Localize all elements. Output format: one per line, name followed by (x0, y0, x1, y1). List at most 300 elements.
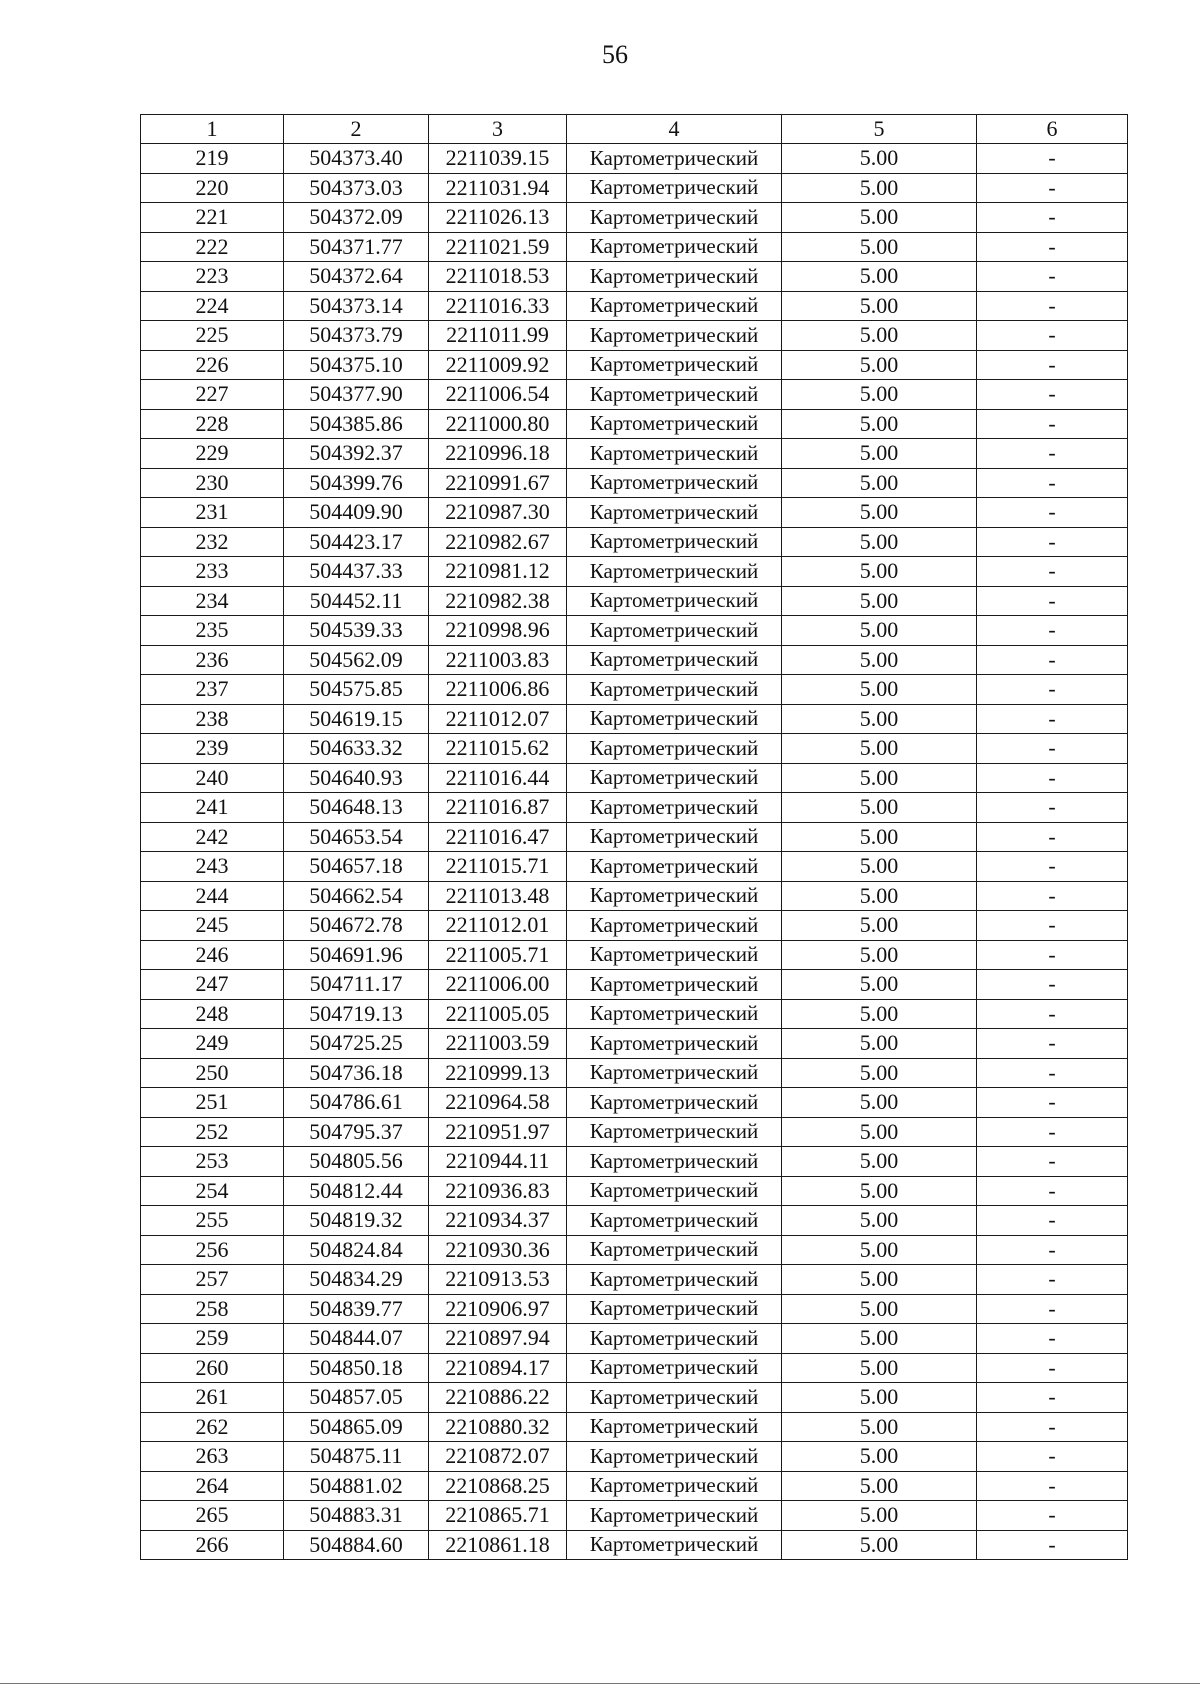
y-coordinate-cell: 2211031.94 (429, 173, 567, 203)
y-coordinate-cell: 2210999.13 (429, 1058, 567, 1088)
y-coordinate-cell: 2211006.00 (429, 970, 567, 1000)
header-cell-y: 3 (429, 115, 567, 144)
method-cell: Картометрический (567, 262, 782, 292)
point-number-cell: 264 (141, 1471, 284, 1501)
x-coordinate-cell: 504423.17 (284, 527, 429, 557)
description-cell: - (977, 763, 1128, 793)
description-cell: - (977, 1442, 1128, 1472)
point-number-cell: 219 (141, 144, 284, 174)
y-coordinate-cell: 2211015.62 (429, 734, 567, 764)
y-coordinate-cell: 2211000.80 (429, 409, 567, 439)
x-coordinate-cell: 504834.29 (284, 1265, 429, 1295)
method-cell: Картометрический (567, 793, 782, 823)
description-cell: - (977, 1412, 1128, 1442)
point-number-cell: 238 (141, 704, 284, 734)
y-coordinate-cell: 2211003.83 (429, 645, 567, 675)
method-cell: Картометрический (567, 1471, 782, 1501)
point-number-cell: 246 (141, 940, 284, 970)
x-coordinate-cell: 504409.90 (284, 498, 429, 528)
description-cell: - (977, 793, 1128, 823)
y-coordinate-cell: 2211021.59 (429, 232, 567, 262)
description-cell: - (977, 1235, 1128, 1265)
table-row (141, 262, 1128, 292)
header-cell-x: 2 (284, 115, 429, 144)
accuracy-cell: 5.00 (782, 675, 977, 705)
description-cell: - (977, 1117, 1128, 1147)
accuracy-cell: 5.00 (782, 291, 977, 321)
x-coordinate-cell: 504719.13 (284, 999, 429, 1029)
point-number-cell: 232 (141, 527, 284, 557)
description-cell: - (977, 1294, 1128, 1324)
x-coordinate-cell: 504805.56 (284, 1147, 429, 1177)
y-coordinate-cell: 2210982.38 (429, 586, 567, 616)
y-coordinate-cell: 2211016.87 (429, 793, 567, 823)
method-cell: Картометрический (567, 1206, 782, 1236)
accuracy-cell: 5.00 (782, 1176, 977, 1206)
method-cell: Картометрический (567, 1442, 782, 1472)
y-coordinate-cell: 2211016.33 (429, 291, 567, 321)
y-coordinate-cell: 2210897.94 (429, 1324, 567, 1354)
x-coordinate-cell: 504437.33 (284, 557, 429, 587)
point-number-cell: 255 (141, 1206, 284, 1236)
point-number-cell: 228 (141, 409, 284, 439)
accuracy-cell: 5.00 (782, 881, 977, 911)
point-number-cell: 239 (141, 734, 284, 764)
method-cell: Картометрический (567, 1294, 782, 1324)
method-cell: Картометрический (567, 468, 782, 498)
description-cell: - (977, 822, 1128, 852)
accuracy-cell: 5.00 (782, 852, 977, 882)
description-cell: - (977, 527, 1128, 557)
method-cell: Картометрический (567, 734, 782, 764)
method-cell: Картометрический (567, 940, 782, 970)
x-coordinate-cell: 504399.76 (284, 468, 429, 498)
point-number-cell: 236 (141, 645, 284, 675)
y-coordinate-cell: 2211013.48 (429, 881, 567, 911)
table-row (141, 793, 1128, 823)
accuracy-cell: 5.00 (782, 144, 977, 174)
description-cell: - (977, 144, 1128, 174)
y-coordinate-cell: 2210886.22 (429, 1383, 567, 1413)
x-coordinate-cell: 504844.07 (284, 1324, 429, 1354)
accuracy-cell: 5.00 (782, 1353, 977, 1383)
x-coordinate-cell: 504657.18 (284, 852, 429, 882)
table-row (141, 616, 1128, 646)
table-row (141, 1176, 1128, 1206)
accuracy-cell: 5.00 (782, 1058, 977, 1088)
x-coordinate-cell: 504736.18 (284, 1058, 429, 1088)
x-coordinate-cell: 504619.15 (284, 704, 429, 734)
accuracy-cell: 5.00 (782, 468, 977, 498)
description-cell: - (977, 1265, 1128, 1295)
point-number-cell: 261 (141, 1383, 284, 1413)
point-number-cell: 266 (141, 1530, 284, 1560)
point-number-cell: 248 (141, 999, 284, 1029)
method-cell: Картометрический (567, 586, 782, 616)
table-row (141, 645, 1128, 675)
method-cell: Картометрический (567, 350, 782, 380)
point-number-cell: 263 (141, 1442, 284, 1472)
description-cell: - (977, 704, 1128, 734)
x-coordinate-cell: 504575.85 (284, 675, 429, 705)
y-coordinate-cell: 2210868.25 (429, 1471, 567, 1501)
method-cell: Картометрический (567, 1530, 782, 1560)
method-cell: Картометрический (567, 852, 782, 882)
accuracy-cell: 5.00 (782, 763, 977, 793)
table-row (141, 763, 1128, 793)
table-row (141, 527, 1128, 557)
method-cell: Картометрический (567, 1235, 782, 1265)
y-coordinate-cell: 2211018.53 (429, 262, 567, 292)
method-cell: Картометрический (567, 291, 782, 321)
accuracy-cell: 5.00 (782, 1383, 977, 1413)
table-row (141, 1206, 1128, 1236)
point-number-cell: 245 (141, 911, 284, 941)
y-coordinate-cell: 2211006.54 (429, 380, 567, 410)
method-cell: Картометрический (567, 1147, 782, 1177)
table-body (141, 115, 1128, 1560)
description-cell: - (977, 380, 1128, 410)
accuracy-cell: 5.00 (782, 409, 977, 439)
method-cell: Картометрический (567, 1324, 782, 1354)
description-cell: - (977, 291, 1128, 321)
point-number-cell: 237 (141, 675, 284, 705)
x-coordinate-cell: 504850.18 (284, 1353, 429, 1383)
point-number-cell: 242 (141, 822, 284, 852)
table-row (141, 468, 1128, 498)
description-cell: - (977, 1058, 1128, 1088)
table-row (141, 144, 1128, 174)
table-row (141, 1088, 1128, 1118)
method-cell: Картометрический (567, 763, 782, 793)
description-cell: - (977, 1176, 1128, 1206)
x-coordinate-cell: 504691.96 (284, 940, 429, 970)
table-row (141, 1265, 1128, 1295)
x-coordinate-cell: 504865.09 (284, 1412, 429, 1442)
accuracy-cell: 5.00 (782, 999, 977, 1029)
table-row (141, 1235, 1128, 1265)
accuracy-cell: 5.00 (782, 498, 977, 528)
table-row (141, 1117, 1128, 1147)
method-cell: Картометрический (567, 144, 782, 174)
description-cell: - (977, 439, 1128, 469)
method-cell: Картометрический (567, 1117, 782, 1147)
accuracy-cell: 5.00 (782, 527, 977, 557)
y-coordinate-cell: 2210936.83 (429, 1176, 567, 1206)
method-cell: Картометрический (567, 616, 782, 646)
table-row (141, 173, 1128, 203)
description-cell: - (977, 999, 1128, 1029)
point-number-cell: 234 (141, 586, 284, 616)
table-row (141, 586, 1128, 616)
x-coordinate-cell: 504377.90 (284, 380, 429, 410)
method-cell: Картометрический (567, 822, 782, 852)
table-row (141, 203, 1128, 233)
description-cell: - (977, 350, 1128, 380)
y-coordinate-cell: 2211009.92 (429, 350, 567, 380)
x-coordinate-cell: 504672.78 (284, 911, 429, 941)
description-cell: - (977, 232, 1128, 262)
description-cell: - (977, 1206, 1128, 1236)
bottom-rule (0, 1683, 1200, 1684)
description-cell: - (977, 1471, 1128, 1501)
point-number-cell: 227 (141, 380, 284, 410)
x-coordinate-cell: 504375.10 (284, 350, 429, 380)
y-coordinate-cell: 2210894.17 (429, 1353, 567, 1383)
point-number-cell: 265 (141, 1501, 284, 1531)
description-cell: - (977, 409, 1128, 439)
table-row (141, 911, 1128, 941)
point-number-cell: 251 (141, 1088, 284, 1118)
method-cell: Картометрический (567, 409, 782, 439)
description-cell: - (977, 498, 1128, 528)
accuracy-cell: 5.00 (782, 1265, 977, 1295)
y-coordinate-cell: 2210913.53 (429, 1265, 567, 1295)
point-number-cell: 223 (141, 262, 284, 292)
method-cell: Картометрический (567, 1088, 782, 1118)
method-cell: Картометрический (567, 881, 782, 911)
accuracy-cell: 5.00 (782, 1088, 977, 1118)
accuracy-cell: 5.00 (782, 1442, 977, 1472)
x-coordinate-cell: 504883.31 (284, 1501, 429, 1531)
accuracy-cell: 5.00 (782, 1117, 977, 1147)
y-coordinate-cell: 2211006.86 (429, 675, 567, 705)
x-coordinate-cell: 504373.40 (284, 144, 429, 174)
y-coordinate-cell: 2211003.59 (429, 1029, 567, 1059)
y-coordinate-cell: 2210982.67 (429, 527, 567, 557)
accuracy-cell: 5.00 (782, 1471, 977, 1501)
method-cell: Картометрический (567, 675, 782, 705)
method-cell: Картометрический (567, 557, 782, 587)
accuracy-cell: 5.00 (782, 911, 977, 941)
accuracy-cell: 5.00 (782, 1530, 977, 1560)
y-coordinate-cell: 2210930.36 (429, 1235, 567, 1265)
accuracy-cell: 5.00 (782, 262, 977, 292)
x-coordinate-cell: 504662.54 (284, 881, 429, 911)
accuracy-cell: 5.00 (782, 645, 977, 675)
point-number-cell: 244 (141, 881, 284, 911)
y-coordinate-cell: 2210987.30 (429, 498, 567, 528)
point-number-cell: 256 (141, 1235, 284, 1265)
point-number-cell: 258 (141, 1294, 284, 1324)
table-row (141, 1147, 1128, 1177)
header-row (141, 115, 1128, 144)
y-coordinate-cell: 2210944.11 (429, 1147, 567, 1177)
description-cell: - (977, 734, 1128, 764)
accuracy-cell: 5.00 (782, 586, 977, 616)
table-row (141, 940, 1128, 970)
table-row (141, 350, 1128, 380)
table-row (141, 822, 1128, 852)
table-row (141, 1412, 1128, 1442)
method-cell: Картометрический (567, 911, 782, 941)
point-number-cell: 221 (141, 203, 284, 233)
table-row (141, 970, 1128, 1000)
description-cell: - (977, 675, 1128, 705)
x-coordinate-cell: 504633.32 (284, 734, 429, 764)
y-coordinate-cell: 2211011.99 (429, 321, 567, 351)
y-coordinate-cell: 2210934.37 (429, 1206, 567, 1236)
x-coordinate-cell: 504392.37 (284, 439, 429, 469)
table-row (141, 1383, 1128, 1413)
description-cell: - (977, 1353, 1128, 1383)
accuracy-cell: 5.00 (782, 1235, 977, 1265)
x-coordinate-cell: 504640.93 (284, 763, 429, 793)
method-cell: Картометрический (567, 173, 782, 203)
table-row (141, 999, 1128, 1029)
point-number-cell: 226 (141, 350, 284, 380)
point-number-cell: 250 (141, 1058, 284, 1088)
accuracy-cell: 5.00 (782, 350, 977, 380)
x-coordinate-cell: 504385.86 (284, 409, 429, 439)
y-coordinate-cell: 2210880.32 (429, 1412, 567, 1442)
method-cell: Картометрический (567, 645, 782, 675)
method-cell: Картометрический (567, 439, 782, 469)
y-coordinate-cell: 2210981.12 (429, 557, 567, 587)
x-coordinate-cell: 504812.44 (284, 1176, 429, 1206)
y-coordinate-cell: 2210906.97 (429, 1294, 567, 1324)
y-coordinate-cell: 2210998.96 (429, 616, 567, 646)
table-row (141, 439, 1128, 469)
x-coordinate-cell: 504373.79 (284, 321, 429, 351)
method-cell: Картометрический (567, 380, 782, 410)
accuracy-cell: 5.00 (782, 1206, 977, 1236)
method-cell: Картометрический (567, 1412, 782, 1442)
accuracy-cell: 5.00 (782, 321, 977, 351)
description-cell: - (977, 557, 1128, 587)
method-cell: Картометрический (567, 1176, 782, 1206)
point-number-cell: 233 (141, 557, 284, 587)
method-cell: Картометрический (567, 1265, 782, 1295)
description-cell: - (977, 1324, 1128, 1354)
y-coordinate-cell: 2211016.47 (429, 822, 567, 852)
accuracy-cell: 5.00 (782, 734, 977, 764)
x-coordinate-cell: 504824.84 (284, 1235, 429, 1265)
table-row (141, 1058, 1128, 1088)
table-row (141, 734, 1128, 764)
x-coordinate-cell: 504653.54 (284, 822, 429, 852)
method-cell: Картометрический (567, 999, 782, 1029)
point-number-cell: 257 (141, 1265, 284, 1295)
x-coordinate-cell: 504373.03 (284, 173, 429, 203)
point-number-cell: 253 (141, 1147, 284, 1177)
accuracy-cell: 5.00 (782, 1029, 977, 1059)
description-cell: - (977, 1147, 1128, 1177)
x-coordinate-cell: 504786.61 (284, 1088, 429, 1118)
point-number-cell: 220 (141, 173, 284, 203)
y-coordinate-cell: 2211016.44 (429, 763, 567, 793)
x-coordinate-cell: 504648.13 (284, 793, 429, 823)
x-coordinate-cell: 504725.25 (284, 1029, 429, 1059)
point-number-cell: 222 (141, 232, 284, 262)
point-number-cell: 254 (141, 1176, 284, 1206)
x-coordinate-cell: 504875.11 (284, 1442, 429, 1472)
accuracy-cell: 5.00 (782, 793, 977, 823)
method-cell: Картометрический (567, 203, 782, 233)
point-number-cell: 231 (141, 498, 284, 528)
description-cell: - (977, 262, 1128, 292)
table-row (141, 881, 1128, 911)
y-coordinate-cell: 2211012.01 (429, 911, 567, 941)
header-cell-accuracy: 5 (782, 115, 977, 144)
description-cell: - (977, 1530, 1128, 1560)
point-number-cell: 262 (141, 1412, 284, 1442)
table-row (141, 1530, 1128, 1560)
table-row (141, 1471, 1128, 1501)
table-row (141, 675, 1128, 705)
point-number-cell: 243 (141, 852, 284, 882)
y-coordinate-cell: 2211012.07 (429, 704, 567, 734)
description-cell: - (977, 468, 1128, 498)
description-cell: - (977, 645, 1128, 675)
description-cell: - (977, 173, 1128, 203)
table-row (141, 1324, 1128, 1354)
table-row (141, 291, 1128, 321)
method-cell: Картометрический (567, 1383, 782, 1413)
point-number-cell: 235 (141, 616, 284, 646)
accuracy-cell: 5.00 (782, 940, 977, 970)
description-cell: - (977, 616, 1128, 646)
table-row (141, 1353, 1128, 1383)
x-coordinate-cell: 504857.05 (284, 1383, 429, 1413)
x-coordinate-cell: 504881.02 (284, 1471, 429, 1501)
x-coordinate-cell: 504373.14 (284, 291, 429, 321)
description-cell: - (977, 940, 1128, 970)
header-cell-method: 4 (567, 115, 782, 144)
table-row (141, 852, 1128, 882)
accuracy-cell: 5.00 (782, 704, 977, 734)
table-row (141, 1501, 1128, 1531)
y-coordinate-cell: 2210951.97 (429, 1117, 567, 1147)
method-cell: Картометрический (567, 527, 782, 557)
y-coordinate-cell: 2210865.71 (429, 1501, 567, 1531)
accuracy-cell: 5.00 (782, 232, 977, 262)
y-coordinate-cell: 2210872.07 (429, 1442, 567, 1472)
y-coordinate-cell: 2211039.15 (429, 144, 567, 174)
point-number-cell: 259 (141, 1324, 284, 1354)
description-cell: - (977, 203, 1128, 233)
y-coordinate-cell: 2211015.71 (429, 852, 567, 882)
method-cell: Картометрический (567, 321, 782, 351)
description-cell: - (977, 970, 1128, 1000)
accuracy-cell: 5.00 (782, 1324, 977, 1354)
method-cell: Картометрический (567, 1058, 782, 1088)
x-coordinate-cell: 504539.33 (284, 616, 429, 646)
x-coordinate-cell: 504819.32 (284, 1206, 429, 1236)
method-cell: Картометрический (567, 1353, 782, 1383)
accuracy-cell: 5.00 (782, 616, 977, 646)
x-coordinate-cell: 504711.17 (284, 970, 429, 1000)
x-coordinate-cell: 504372.09 (284, 203, 429, 233)
y-coordinate-cell: 2210991.67 (429, 468, 567, 498)
description-cell: - (977, 1501, 1128, 1531)
description-cell: - (977, 911, 1128, 941)
x-coordinate-cell: 504372.64 (284, 262, 429, 292)
y-coordinate-cell: 2210964.58 (429, 1088, 567, 1118)
method-cell: Картометрический (567, 498, 782, 528)
header-cell-point-number: 1 (141, 115, 284, 144)
x-coordinate-cell: 504839.77 (284, 1294, 429, 1324)
method-cell: Картометрический (567, 1029, 782, 1059)
accuracy-cell: 5.00 (782, 1501, 977, 1531)
point-number-cell: 241 (141, 793, 284, 823)
accuracy-cell: 5.00 (782, 380, 977, 410)
method-cell: Картометрический (567, 1501, 782, 1531)
point-number-cell: 249 (141, 1029, 284, 1059)
point-number-cell: 260 (141, 1353, 284, 1383)
y-coordinate-cell: 2211005.71 (429, 940, 567, 970)
table-row (141, 1442, 1128, 1472)
